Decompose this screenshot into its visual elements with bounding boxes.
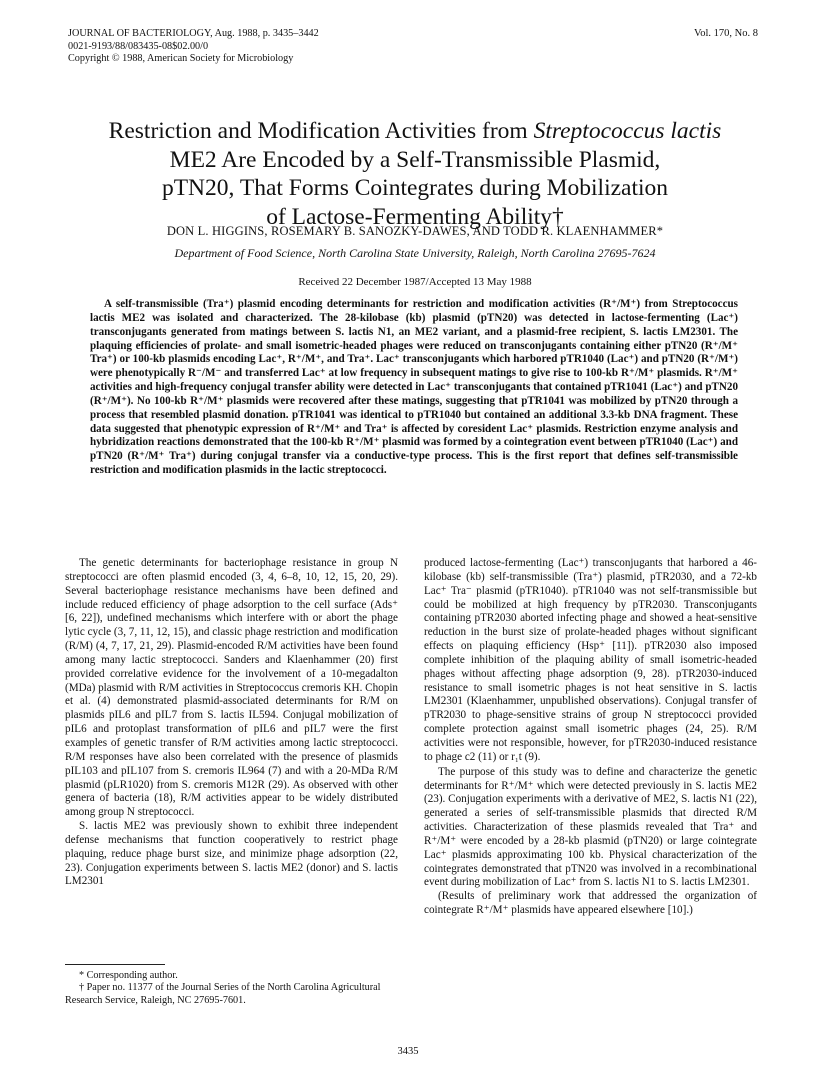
abstract [90,298,738,478]
title-line-3: pTN20, That Forms Cointegrates during Mobilization [161,175,669,201]
body-paragraph: The genetic determinants for bacteriophage resistance in group N streptococci are often plasmid encoded (3, 4, 6–8, 10, 12, 15, 20, 29). Several bacteriophage resistance mechanisms have been defined and include reduced efficiency of phage adsorption to the cell surface (Ads⁺ [6, 22]), undefined mechanisms which interfere with or abort the phage lytic cycle (3, 7, 11, 12, 15), and classic phage restriction and modification (R/M) (4, 7, 17, 21, 29). Plasmid-encoded R/M activities have been found among many lactic streptococci. Sanders and Klaenhammer (20) first provided correlative evidence for the involvement of a 10-megadalton (MDa) plasmid with R/M activities in Streptococcus cremoris KH. Chopin et al. (4) demonstrated plasmid-associated determinants for R/M on plasmids pIL6 and pIL7 from S. lactis IL594. Conjugal mobilization of pIL6 and protoplast transformation of pIL6 and pIL7 were the first examples of genetic transfer of R/M activities among lactic streptococci. R/M responses have also been correlated with the presence of plasmids pIL103 and pIL107 from S. cremoris IL964 (7) and with a 20-MDa R/M plasmid (pLR1020) from S. cremoris M12R (29). As observed with other genera of bacteria (18), R/M activities appear to be widely distributed among group N streptococci. [65,557,398,819]
author-list: DON L. HIGGINS, ROSEMARY B. SANOZKY-DAWES, AND TODD R. KLAENHAMMER* [166,224,664,238]
body-paragraph: The purpose of this study was to define and characterize the genetic determinants for R⁺/M⁺ which were detected previously in S. lactis ME2 (23). Conjugation experiments with a derivative of ME2, S. lactis N1 (22), generated a series of self-transmissible plasmids that directed R/M activities. Characterization of these plasmids revealed that Tra⁺ and R⁺/M⁺ were encoded by a 28-kb plasmid (pTN20) or large cointegrate Lac⁺ plasmids approximating 100 kb. Physical characterization of the cointegrates demonstrated that pTN20 was involved in a recombinational event during mobilization of Lac⁺ from S. lactis N1 to S. lactis LM2301. [424,765,757,889]
footnotes [65,970,398,1007]
copyright: Copyright © 1988, American Society for Microbiology [68,53,294,64]
body-paragraph: produced lactose-fermenting (Lac⁺) transconjugants that harbored a 46-kilobase (kb) self-transmissible (Tra⁺) plasmid, pTR2030, and a 72-kb Lac⁺ Tra⁻ plasmid (pTR1040). pTR1040 was not self-transmissible but could be mobilized at high frequency by pTR2030. Transconjugants containing pTR2030 aborted infecting phage and showed a heat-sensitive reduction in the burst size of prolate-headed phages without significant effects on plaquing efficiency (Hsp⁺ [11]). pTR2030 also imposed complete inhibition of the plaquing ability of small isometric-headed phages without affecting phage adsorption (9, 28). pTR2030-induced resistance to small isometric phages is not heat sensitive in S. lactis LM2301 (Klaenhammer, unpublished observations). Conjugal transfer of pTR2030 to phage-sensitive strains of group N streptococci provided complete protection against small isometric phages (24, 25). R/M activities were not responsible, however, for pTR2030-induced resistance to phage c2 (11) or r₁t (9). [424,557,757,763]
page-number: 3435 [397,1046,419,1057]
article-title [60,117,770,231]
journal-citation: JOURNAL OF BACTERIOLOGY, Aug. 1988, p. 3435–3442 [68,28,319,39]
title-line-1: Restriction and Modification Activities from [108,118,534,144]
abstract-text: A self-transmissible (Tra⁺) plasmid encoding determinants for restriction and modification activities (R⁺/M⁺) from Streptococcus lactis ME2 was isolated and characterized. The 28-kilobase (kb) plasmid (pTN20) was detected in lactose-fermenting (Lac⁺) transconjugants generated from matings between S. lactis N1, an ME2 variant, and a plasmid-free recipient, S. lactis LM2301. The plaquing efficiencies of prolate- and small isometric-headed phages were reduced on transconjugants containing either pTN20 (R⁺/M⁺ Tra⁺) or 100-kb plasmids encoding Lac⁺, R⁺/M⁺, and Tra⁺. Lac⁺ transconjugants which harbored pTR1040 (Lac⁺) and pTN20 (R⁺/M⁺) were phenotypically R⁻/M⁻ and transferred Lac⁺ at low frequency in subsequent matings to give rise to 100-kb R⁺/M⁺ plasmids. R⁺/M⁺ activities and high-frequency conjugal transfer ability were detected in Lac⁺ transconjugants that contained pTR1041 (Lac⁺) and pTN20 (R⁺/M⁺). No 100-kb R⁺/M⁺ plasmids were recovered after these matings, suggesting that pTR1041 was mobilized by pTN20 through a process that resembled plasmid donation. pTR1041 was identical to pTR1040 but contained an additional 3.3-kb DNA fragment. These data suggested that phenotypic expression of R⁺/M⁺ and Tra⁺ is affected by coresident Lac⁺ plasmids. Restriction enzyme analysis and hybridization reactions demonstrated that the 100-kb R⁺/M⁺ plasmid was formed by a cointegration event between pTR1040 (Lac⁺) and pTN20 (R⁺/M⁺ Tra⁺) during conjugal transfer via a conductive-type process. This is the first report that defines self-transmissible restriction and modification plasmids in the lactic streptococci. [90,298,738,477]
received-dates: Received 22 December 1987/Accepted 13 May 1988 [298,276,532,288]
title-organism: Streptococcus lactis [533,118,722,144]
body-column-right [424,557,757,918]
footnote-divider [65,964,165,965]
title-line-4: of Lactose-Fermenting Ability† [266,203,564,230]
affiliation: Department of Food Science, North Carolina State University, Raleigh, North Carolina 27695-7624 [174,246,656,260]
footnote-corresponding: * Corresponding author. [79,970,178,981]
footnote-paper-no: † Paper no. 11377 of the Journal Series of the North Carolina Agricultural Research Service, Raleigh, NC 27695-7601. [65,982,381,1006]
article-code: 0021-9193/88/083435-08$02.00/0 [68,40,209,52]
journal-header [68,28,758,66]
body-paragraph: (Results of preliminary work that addressed the organization of cointegrate R⁺/M⁺ plasmids have appeared elsewhere [10].) [424,890,757,917]
body-paragraph: S. lactis ME2 was previously shown to exhibit three independent defense mechanisms that function cooperatively to restrict phage plaquing, reduce phage burst size, and minimize phage adsorption (22, 23). Conjugation experiments between S. lactis ME2 (donor) and S. lactis LM2301 [65,820,398,888]
volume-issue: Vol. 170, No. 8 [694,28,758,39]
title-line-2: ME2 Are Encoded by a Self-Transmissible Plasmid, [169,146,661,173]
body-column-left [65,557,398,889]
